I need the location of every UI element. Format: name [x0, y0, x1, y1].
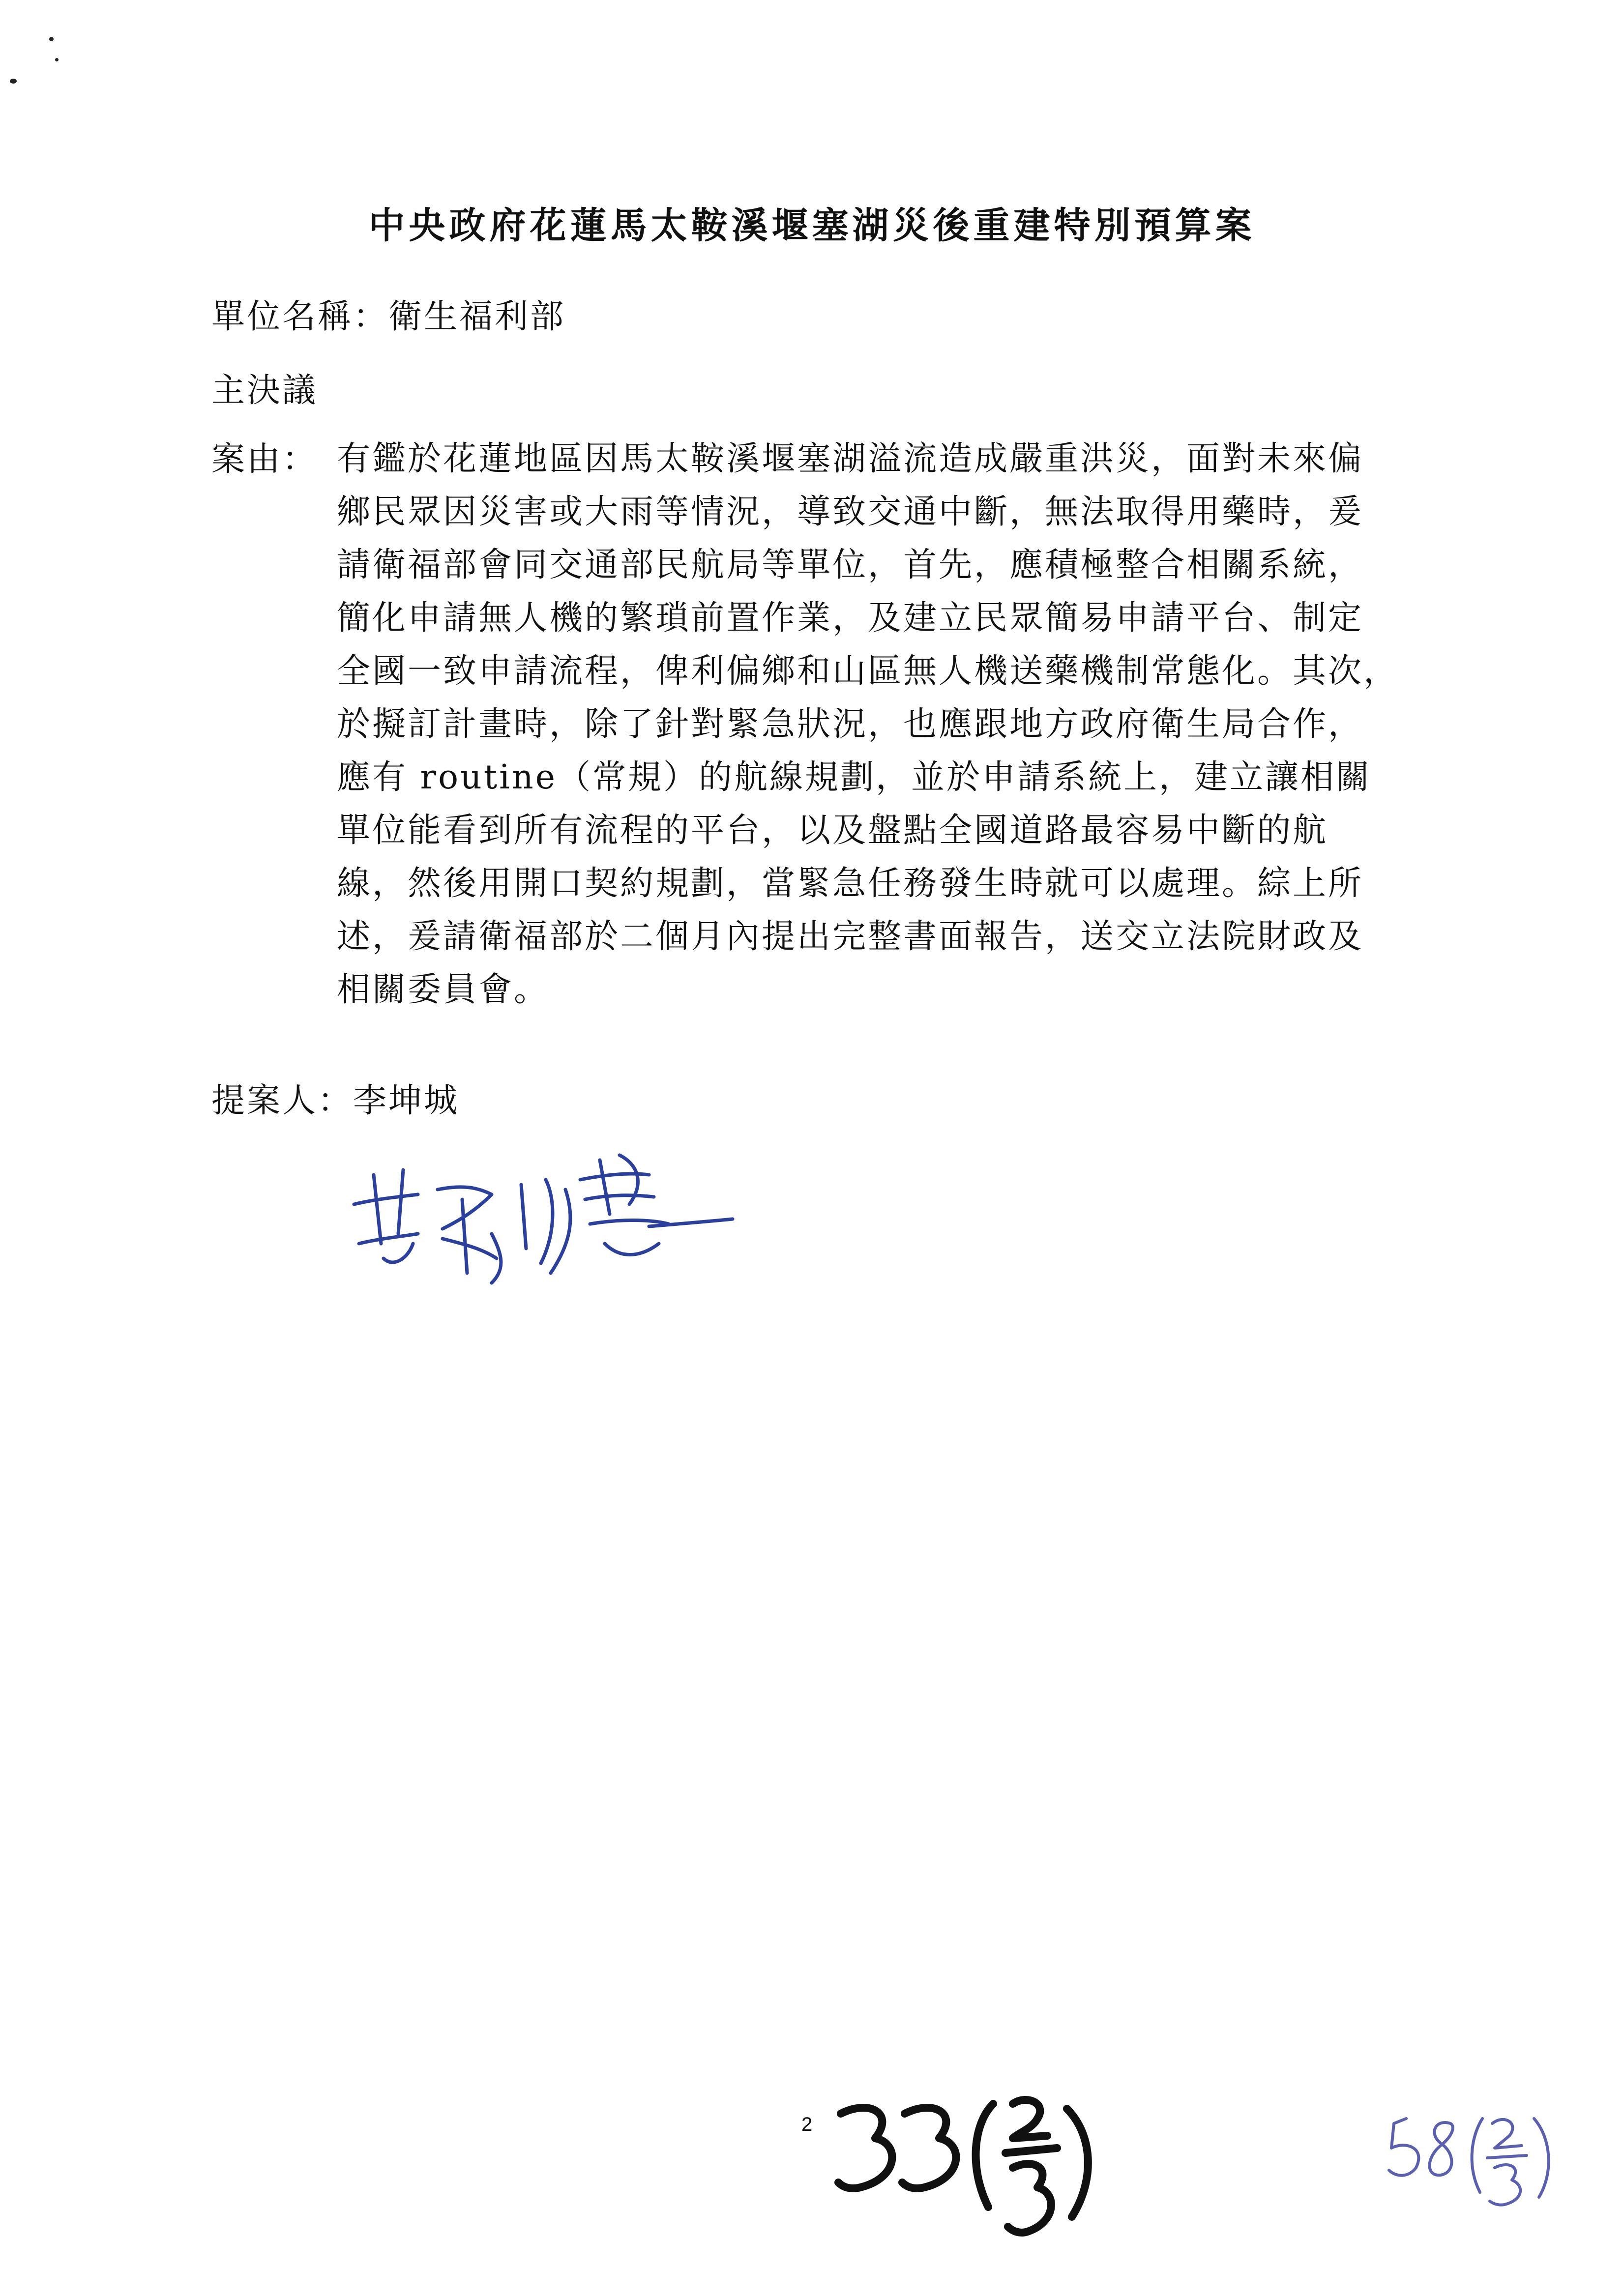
reason-line: 相關委員會。 [337, 970, 550, 1009]
reason-line: 述，爰請衛福部於二個月內提出完整書面報告，送交立法院財政及 [337, 917, 1364, 956]
reason-line: 請衛福部會同交通部民航局等單位，首先，應積極整合相關系統， [337, 546, 1364, 584]
resolution-type: 主決議 [211, 371, 318, 410]
reason-line: 全國一致申請流程，俾利偏鄉和山區無人機送藥機制常態化。其次， [337, 652, 1399, 691]
reason-line: 單位能看到所有流程的平台，以及盤點全國道路最容易中斷的航 [337, 811, 1329, 850]
reason-line: 有鑑於花蓮地區因馬太鞍溪堰塞湖溢流造成嚴重洪災，面對未來偏 [337, 439, 1364, 478]
scan-speck [55, 58, 59, 61]
document-title: 中央政府花蓮馬太鞍溪堰塞湖災後重建特別預算案 [368, 204, 1256, 247]
reason-body [337, 433, 1468, 1017]
handwritten-mark-main [831, 2094, 1106, 2256]
reason-label: 案由： [211, 440, 318, 479]
reason-line: 線，然後用開口契約規劃，當緊急任務發生時就可以處理。綜上所 [337, 864, 1364, 903]
reason-line: 簡化申請無人機的繁瑣前置作業，及建立民眾簡易申請平台、制定 [337, 599, 1364, 638]
reason-line: 應有 routine（常規）的航線規劃，並於申請系統上，建立讓相關 [337, 758, 1371, 797]
handwritten-mark-blue [1387, 2109, 1573, 2217]
reason-line: 於擬訂計畫時，除了針對緊急狀況，也應跟地方政府衛生局合作， [337, 705, 1364, 744]
scan-speck [10, 79, 17, 84]
unit-name: 單位名稱：衛生福利部 [211, 297, 566, 336]
proposer: 提案人：李坤城 [211, 1081, 460, 1120]
page-number: 2 [801, 2114, 813, 2135]
scan-speck [49, 37, 54, 41]
reason-line: 鄉民眾因災害或大雨等情況，導致交通中斷，無法取得用藥時，爰 [337, 493, 1364, 531]
handwritten-signature [344, 1145, 738, 1312]
